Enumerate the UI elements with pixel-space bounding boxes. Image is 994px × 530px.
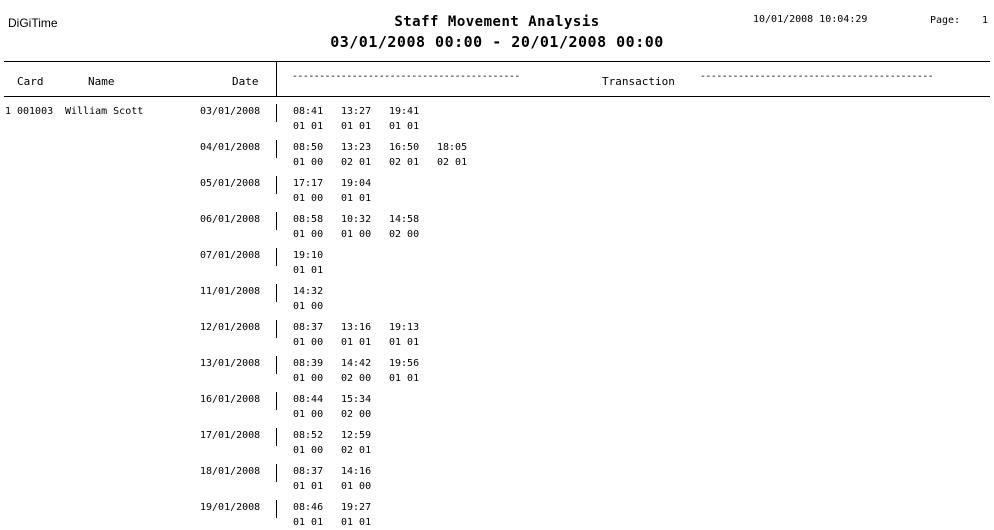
transaction-entry bbox=[389, 356, 419, 386]
transaction-entry bbox=[389, 140, 419, 170]
row-divider bbox=[276, 500, 277, 518]
transaction-entry bbox=[293, 248, 323, 278]
transaction-time: 08:37 bbox=[293, 466, 324, 477]
transaction-code: 01 01 bbox=[341, 121, 372, 132]
transaction-code: 01 01 bbox=[389, 373, 420, 384]
transaction-time: 08:46 bbox=[293, 502, 324, 513]
transaction-time: 08:50 bbox=[293, 142, 324, 153]
transaction-entry bbox=[341, 320, 371, 350]
transaction-time: 14:58 bbox=[389, 214, 420, 225]
report-title: Staff Movement Analysis bbox=[394, 14, 600, 30]
transaction-code: 01 00 bbox=[293, 445, 324, 456]
column-header-date: Date bbox=[232, 75, 259, 88]
transaction-code: 01 01 bbox=[293, 265, 324, 276]
transaction-time: 10:32 bbox=[341, 214, 372, 225]
header-column-divider bbox=[276, 61, 277, 97]
transaction-dashes-right: ------------------------------------------- bbox=[700, 71, 934, 82]
transaction-code: 02 00 bbox=[341, 373, 372, 384]
transaction-time: 08:44 bbox=[293, 394, 324, 405]
transaction-entry bbox=[389, 104, 419, 134]
transaction-entry bbox=[293, 500, 323, 530]
transaction-time: 08:58 bbox=[293, 214, 324, 225]
row-date: 11/01/2008 bbox=[200, 286, 261, 297]
row-date: 05/01/2008 bbox=[200, 178, 261, 189]
transaction-entry bbox=[293, 176, 323, 206]
transaction-code: 01 01 bbox=[389, 121, 420, 132]
transaction-code: 01 01 bbox=[389, 337, 420, 348]
transaction-time: 08:37 bbox=[293, 322, 324, 333]
row-date: 03/01/2008 bbox=[200, 106, 261, 117]
transaction-entry bbox=[293, 140, 323, 170]
row-date: 17/01/2008 bbox=[200, 430, 261, 441]
transaction-entry bbox=[293, 464, 323, 494]
transaction-code: 02 00 bbox=[389, 229, 420, 240]
column-header-name: Name bbox=[88, 75, 115, 88]
row-divider bbox=[276, 140, 277, 158]
row-date: 18/01/2008 bbox=[200, 466, 261, 477]
transaction-entry bbox=[389, 320, 419, 350]
transaction-entry bbox=[341, 356, 371, 386]
transaction-time: 12:59 bbox=[341, 430, 372, 441]
transaction-code: 02 00 bbox=[341, 409, 372, 420]
transaction-code: 01 00 bbox=[293, 157, 324, 168]
transaction-time: 19:41 bbox=[389, 106, 420, 117]
transaction-time: 13:27 bbox=[341, 106, 372, 117]
row-date: 16/01/2008 bbox=[200, 394, 261, 405]
transaction-code: 02 01 bbox=[437, 157, 468, 168]
row-date: 06/01/2008 bbox=[200, 214, 261, 225]
transaction-time: 13:16 bbox=[341, 322, 372, 333]
transaction-time: 19:27 bbox=[341, 502, 372, 513]
row-divider bbox=[276, 284, 277, 302]
transaction-time: 14:42 bbox=[341, 358, 372, 369]
transaction-code: 01 01 bbox=[293, 517, 324, 528]
transaction-time: 14:16 bbox=[341, 466, 372, 477]
transaction-code: 01 01 bbox=[293, 481, 324, 492]
header-bottom-rule bbox=[4, 96, 990, 97]
page-number: 1 bbox=[982, 15, 989, 26]
row-date: 12/01/2008 bbox=[200, 322, 261, 333]
transaction-time: 13:23 bbox=[341, 142, 372, 153]
header-top-rule bbox=[4, 61, 990, 62]
transaction-entry bbox=[341, 176, 371, 206]
transaction-time: 19:13 bbox=[389, 322, 420, 333]
transaction-code: 01 00 bbox=[293, 301, 324, 312]
transaction-code: 01 00 bbox=[293, 409, 324, 420]
transaction-dashes-left: ------------------------------------------ bbox=[292, 71, 520, 82]
row-divider bbox=[276, 176, 277, 194]
row-divider bbox=[276, 212, 277, 230]
transaction-entry bbox=[293, 320, 323, 350]
employee-card: 001003 bbox=[17, 106, 54, 117]
row-divider bbox=[276, 428, 277, 446]
row-date: 07/01/2008 bbox=[200, 250, 261, 261]
transaction-time: 16:50 bbox=[389, 142, 420, 153]
transaction-time: 08:41 bbox=[293, 106, 324, 117]
transaction-entry bbox=[341, 104, 371, 134]
transaction-code: 01 00 bbox=[293, 373, 324, 384]
transaction-code: 01 00 bbox=[293, 337, 324, 348]
transaction-time: 19:56 bbox=[389, 358, 420, 369]
transaction-code: 01 01 bbox=[341, 337, 372, 348]
transaction-entry bbox=[293, 428, 323, 458]
employee-name: William Scott bbox=[65, 106, 144, 117]
transaction-entry bbox=[437, 140, 467, 170]
transaction-code: 02 01 bbox=[389, 157, 420, 168]
transaction-code: 01 01 bbox=[341, 517, 372, 528]
transaction-time: 19:10 bbox=[293, 250, 324, 261]
transaction-entry bbox=[341, 428, 371, 458]
transaction-entry bbox=[389, 212, 419, 242]
transaction-time: 14:32 bbox=[293, 286, 324, 297]
transaction-time: 15:34 bbox=[341, 394, 372, 405]
row-divider bbox=[276, 320, 277, 338]
row-divider bbox=[276, 464, 277, 482]
transaction-entry bbox=[341, 212, 371, 242]
row-date: 19/01/2008 bbox=[200, 502, 261, 513]
transaction-code: 01 00 bbox=[341, 481, 372, 492]
transaction-code: 02 01 bbox=[341, 157, 372, 168]
row-divider bbox=[276, 392, 277, 410]
transaction-time: 18:05 bbox=[437, 142, 468, 153]
transaction-code: 01 00 bbox=[293, 193, 324, 204]
employee-index: 1 bbox=[5, 106, 12, 117]
column-header-transaction: Transaction bbox=[602, 75, 675, 88]
transaction-time: 17:17 bbox=[293, 178, 324, 189]
transaction-entry bbox=[293, 356, 323, 386]
transaction-code: 01 01 bbox=[293, 121, 324, 132]
transaction-time: 08:52 bbox=[293, 430, 324, 441]
page-label: Page: bbox=[930, 15, 961, 26]
column-header-card: Card bbox=[17, 75, 44, 88]
transaction-code: 01 00 bbox=[341, 229, 372, 240]
transaction-entry bbox=[341, 140, 371, 170]
transaction-entry bbox=[293, 392, 323, 422]
row-divider bbox=[276, 104, 277, 122]
app-name: DiGiTime bbox=[8, 16, 58, 30]
transaction-code: 02 01 bbox=[341, 445, 372, 456]
row-divider bbox=[276, 248, 277, 266]
transaction-entry bbox=[341, 464, 371, 494]
report-date-range: 03/01/2008 00:00 - 20/01/2008 00:00 bbox=[330, 33, 664, 51]
transaction-entry bbox=[293, 104, 323, 134]
transaction-entry bbox=[341, 392, 371, 422]
print-timestamp: 10/01/2008 10:04:29 bbox=[753, 14, 868, 25]
row-divider bbox=[276, 356, 277, 374]
transaction-code: 01 00 bbox=[293, 229, 324, 240]
transaction-time: 08:39 bbox=[293, 358, 324, 369]
transaction-entry bbox=[293, 284, 323, 314]
row-date: 13/01/2008 bbox=[200, 358, 261, 369]
transaction-time: 19:04 bbox=[341, 178, 372, 189]
row-date: 04/01/2008 bbox=[200, 142, 261, 153]
transaction-entry bbox=[293, 212, 323, 242]
transaction-entry bbox=[341, 500, 371, 530]
transaction-code: 01 01 bbox=[341, 193, 372, 204]
